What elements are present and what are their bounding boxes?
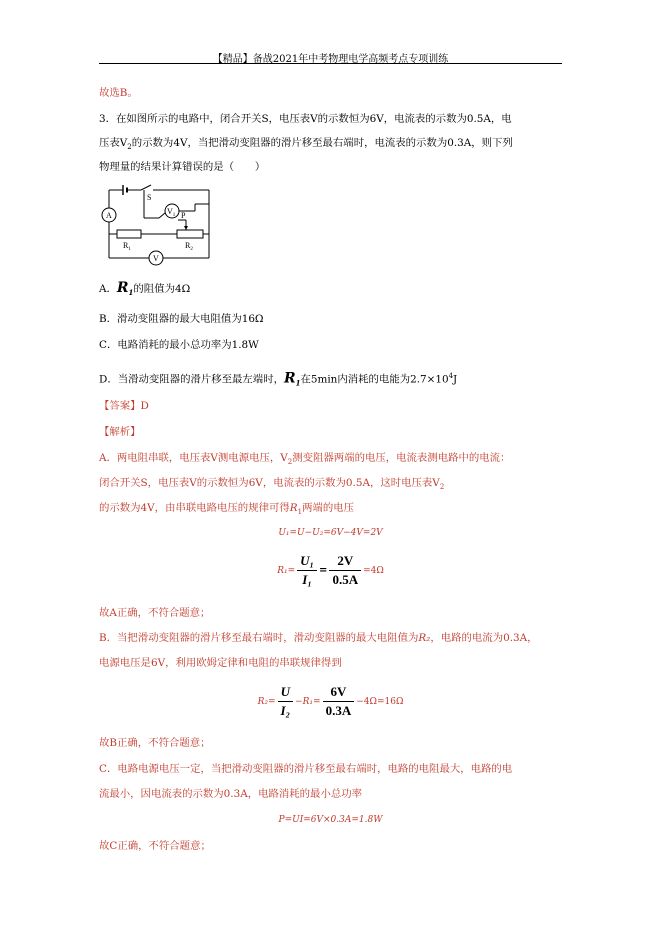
question-line-3: 物理量的结果计算错误的是（ ） xyxy=(99,161,266,173)
r2-label: $R_2$ xyxy=(185,241,193,252)
option-c: C．电路消耗的最小总功率为1.8W xyxy=(99,339,259,351)
v1-label: $V_1$ xyxy=(167,207,176,218)
previous-answer: 故选B。 xyxy=(99,87,138,99)
equation-r1: R₁= $\frac{\text{U₁}}{\text{I₁}}$ = $\frac{2V}{0.5A}$ =4Ω xyxy=(277,553,384,587)
equation-power: P=UI=6V×0.3A=1.8W xyxy=(278,815,383,825)
slider-label: P xyxy=(181,211,186,220)
analysis-label: 【解析】 xyxy=(99,426,141,438)
page-header: 【精品】备战2021年中考物理电学高频考点专项训练 xyxy=(212,54,449,65)
question-line-1: 3．在如图所示的电路中，闭合开关S，电压表V的示数恒为6V，电流表的示数为0.5A，电 xyxy=(99,113,512,125)
switch-label: S xyxy=(147,193,152,202)
conclusion-c: 故C正确，不符合题意； xyxy=(99,840,211,852)
option-b: B．滑动变阻器的最大电阻值为16Ω xyxy=(99,313,264,325)
analysis-b-line-1: B．当把滑动变阻器的滑片移至最右端时，滑动变阻器的最大电阻值为R₂，电路的电流为0.3A， xyxy=(99,632,538,644)
equation-u1: U₁=U−U₂=6V−4V=2V xyxy=(278,528,383,538)
r1-label: $R_1$ xyxy=(123,241,131,252)
header-rule xyxy=(99,63,562,64)
analysis-c-line-2: 流最小，因电流表的示数为0.3A，电路消耗的最小总功率 xyxy=(99,788,363,800)
circuit-diagram xyxy=(99,182,215,272)
analysis-c-line-1: C．电路电源电压一定，当把滑动变阻器的滑片移至最右端时，电路的电阻最大，电路的电 xyxy=(99,763,513,775)
voltmeter-label: V xyxy=(153,254,159,263)
equation-r2: R₂= $\frac{U}{\text{I₂}}$ −R₁= $\frac{6V}{0.3A}$ −4Ω=16Ω xyxy=(257,684,404,718)
option-d: D．当滑动变阻器的滑片移至最左端时，$R_1$在5min内消耗的电能为$2.7\times 10^4J$ xyxy=(99,370,458,388)
analysis-b-line-2: 电源电压是6V，利用欧姆定律和电阻的串联规律得到 xyxy=(99,657,342,669)
conclusion-b: 故B正确，不符合题意； xyxy=(99,737,211,749)
analysis-a-line-3: 的示数为4V，由串联电路电压的规律可得$R_1$两端的电压 xyxy=(99,502,355,517)
conclusion-a: 故A正确，不符合题意； xyxy=(99,607,211,619)
option-a: A．$R_1$的阻值为4Ω xyxy=(99,280,191,298)
analysis-a-line-1: A．两电阻串联，电压表V测电源电压，$V_2$测变阻器两端的电压，电流表测电路中的电流： xyxy=(99,452,511,467)
analysis-a-line-2: 闭合开关S，电压表V的示数恒为6V，电流表的示数为0.5A，这时电压表$V_2$ xyxy=(99,477,445,492)
ammeter-label: A xyxy=(106,211,112,220)
answer-label: 【答案】D xyxy=(99,400,149,412)
question-line-2: 压表$V_2$的示数为4V，当把滑动变阻器的滑片移至最右端时，电流表的示数为0.3A，则下列 xyxy=(99,137,513,152)
